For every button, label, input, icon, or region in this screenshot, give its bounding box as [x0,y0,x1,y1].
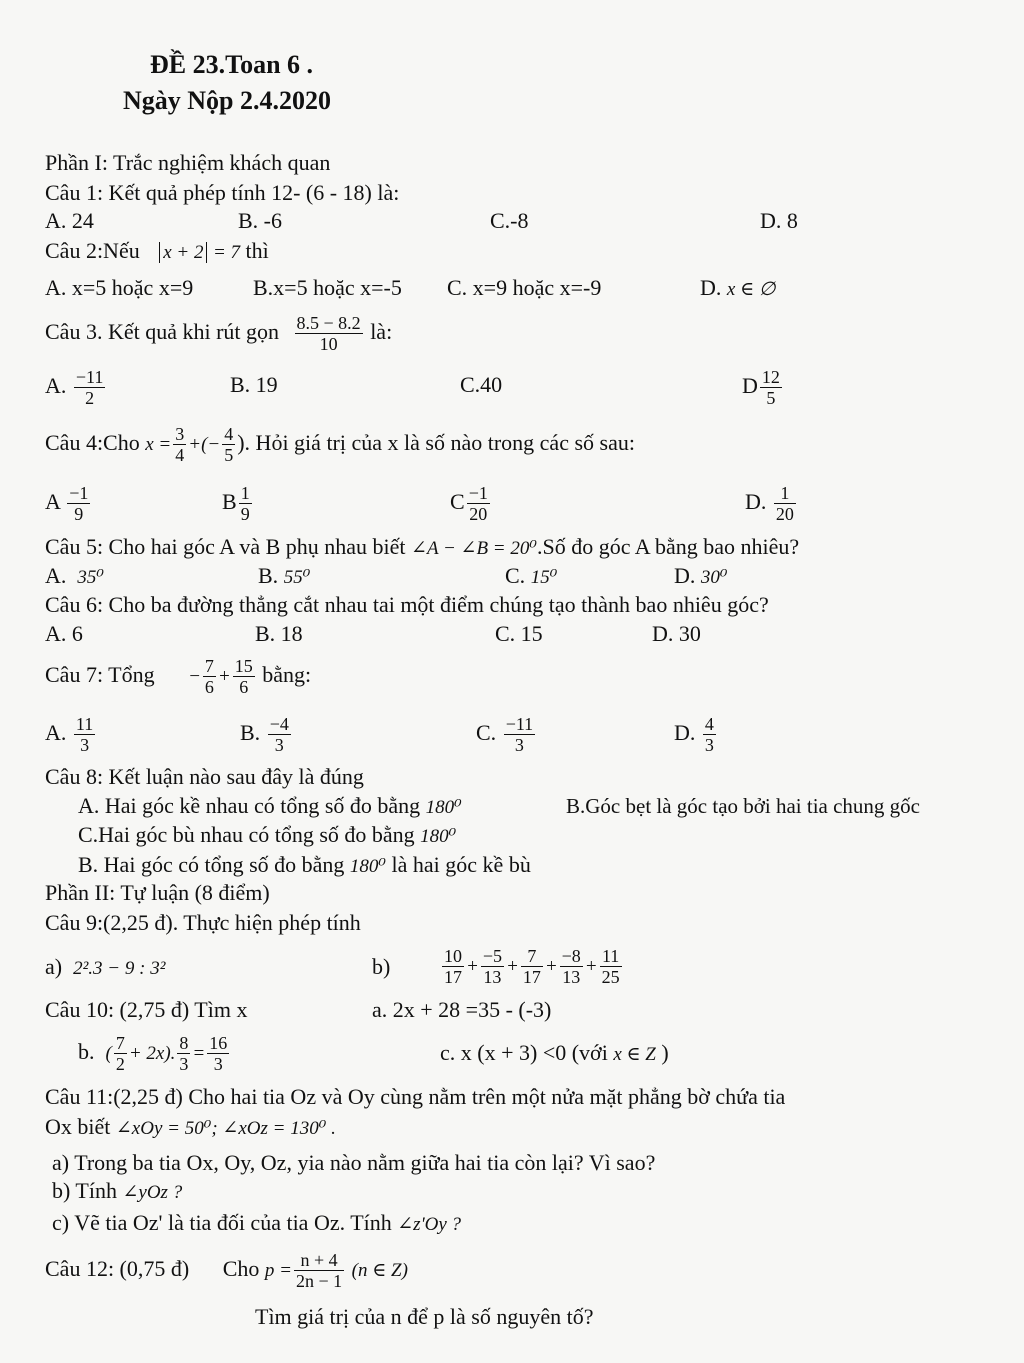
q7-option-d: D. $\frac{4}{3}$ [674,714,714,756]
q3-option-a-fraction: $\frac{-11}{2}$ [75,367,104,409]
q3-option-b: B. 19 [230,372,278,397]
q8-text: Câu 8: Kết luận nào sau đây là đúng [45,764,364,789]
q11-part-c-expr: ∠z'Oy ? [397,1214,462,1235]
q4-fraction-1: $\frac{3}{4}$ [175,424,185,466]
q11-part-c: c) Vẽ tia Oz' là tia đối của tia Oz. Tính ∠z'Oy ? [52,1210,462,1235]
q9-part-a-expr: 2².3 − 9 : 3² [73,958,166,979]
q4-mid: +(− [188,434,221,455]
q2-text: Câu 2:Nếu [45,238,140,263]
q1-option-a: A. 24 [45,208,94,233]
q10-part-b: b. ( $\frac{7}{2}$ + 2x). $\frac{8}{3}$ = $\frac{16}{3}$ [78,1033,228,1075]
q10-part-c-expr: x ∈ Z [613,1044,656,1065]
q10-text: Câu 10: (2,75 đ) Tìm x [45,997,248,1022]
q2-eq: = 7 [212,242,241,263]
q9-part-b-label: b) [372,954,391,979]
q4-end: ). Hỏi giá trị của x là số nào trong các số sau: [237,430,635,455]
q2-abs-expr: x + 2 [159,242,207,263]
q6-option-b: B. 18 [255,621,303,646]
q3-fraction: $\frac{8.5 - 8.2}{10}$ [296,313,361,355]
q2-option-d-expr: x ∈ ∅ [726,279,776,300]
q7-plus: + [217,666,231,687]
q7-option-b: B. $\frac{-4}{3}$ [240,714,289,756]
q4-option-d-fraction: $\frac{1}{20}$ [775,483,794,525]
q8-option-a: A. Hai góc kề nhau có tổng số đo bằng 180⁰ [78,793,462,818]
q5-line [45,534,799,562]
q7-text: Câu 7: Tổng [45,662,155,687]
q4-line [45,418,635,470]
q1-option-c: C.-8 [490,208,529,233]
q7-option-c-fraction: $\frac{-11}{3}$ [505,714,534,756]
q3-line [45,308,392,356]
q12-line [45,1244,408,1296]
q4-option-a: A $\frac{-1}{9}$ [45,483,89,525]
q3-text: Câu 3. Kết quả khi rút gọn [45,319,280,344]
q6-option-a: A. 6 [45,621,83,646]
q11-line2: Ox biết ∠xOy = 50⁰; ∠xOz = 130⁰ . [45,1114,336,1139]
q9-term: $\frac{7}{17}$ [522,946,541,988]
q7-fraction-1: $\frac{7}{6}$ [204,656,214,698]
q9-term: $\frac{10}{17}$ [444,946,462,988]
q3-option-d-fraction: $\frac{12}{5}$ [761,367,780,409]
q8-option-c: C.Hai góc bù nhau có tổng số đo bằng 180⁰ [78,822,457,847]
q4-option-a-fraction: $\frac{-1}{9}$ [69,483,89,525]
q5-end: .Số đo góc A bằng bao nhiêu? [537,534,800,559]
q10-fraction-3: $\frac{16}{3}$ [209,1033,228,1075]
q12-fraction: $\frac{n + 4}{2n - 1}$ [295,1250,343,1292]
part1-title: Phần I: Trắc nghiệm khách quan [45,150,331,175]
q11-part-b: b) Tính ∠yOz ? [52,1178,183,1203]
q5-option-a: A. 35⁰ [45,563,105,588]
q12-text: Câu 12: (0,75 đ) [45,1256,190,1281]
q1-text: Câu 1: Kết quả phép tính 12- (6 - 18) là: [45,180,400,205]
q7-end: bằng: [262,662,312,687]
q3-end: là: [370,319,393,344]
q7-option-a-fraction: $\frac{11}{3}$ [75,714,94,756]
q3-option-c: C.40 [460,372,503,397]
q11-part-a: a) Trong ba tia Ox, Oy, Oz, yia nào nằm giữa hai tia còn lại? Vì sao? [52,1150,656,1175]
q4-x-eq: x = [145,434,172,455]
q4-option-b-fraction: $\frac{1}{9}$ [240,483,250,525]
q10-part-c: c. x (x + 3) <0 (với x ∈ Z ) [440,1040,669,1065]
q9-term: $\frac{-8}{13}$ [561,946,581,988]
q2-then: thì [245,238,269,263]
q2-option-b: B.x=5 hoặc x=-5 [253,275,402,300]
q3-option-d: D $\frac{12}{5}$ [742,367,780,409]
q4-option-c-fraction: $\frac{-1}{20}$ [468,483,488,525]
q6-option-c: C. 15 [495,621,543,646]
q2-option-a: A. x=5 hoặc x=9 [45,275,194,300]
q1-option-d: D. 8 [760,208,798,233]
q2-option-d [700,275,775,303]
q10-part-a: a. 2x + 28 =35 - (-3) [372,997,552,1022]
q9-term: $\frac{-5}{13}$ [482,946,502,988]
q7-option-c: C. $\frac{-11}{3}$ [476,714,534,756]
q4-option-b: B $\frac{1}{9}$ [222,483,250,525]
q10-fraction-2: $\frac{8}{3}$ [179,1033,189,1075]
q8-option-d: B. Hai góc có tổng số đo bằng 180⁰ là hai góc kề bù [78,852,531,877]
q6-option-d: D. 30 [652,621,701,646]
q12-line2: Tìm giá trị của n để p là số nguyên tố? [255,1304,594,1329]
part2-title: Phần II: Tự luận (8 điểm) [45,880,270,905]
q5-option-d: D. 30⁰ [674,563,728,588]
q7-fraction-2: $\frac{15}{6}$ [234,656,253,698]
q5-option-b: B. 55⁰ [258,563,311,588]
q7-option-b-fraction: $\frac{-4}{3}$ [269,714,289,756]
exam-title: ĐỀ 23.Toan 6 . [150,50,314,79]
q11-angles: ∠xOy = 50⁰; ∠xOz = 130⁰ . [115,1118,336,1139]
q2-option-c: C. x=9 hoặc x=-9 [447,275,602,300]
q7-option-a: A. $\frac{11}{3}$ [45,714,94,756]
q9-part-b-expr: $\frac{10}{17}$ + $\frac{-5}{13}$ + $\frac{7}{17}$ + $\frac{-8}{13}$ + $\frac{11}{25}$ [444,946,620,988]
q8-option-b: B.Góc bẹt là góc tạo bởi hai tia chung gốc [566,794,921,818]
q7-line [45,650,311,702]
q9-part-a: a) 2².3 − 9 : 3² [45,954,166,979]
q7-option-d-fraction: $\frac{4}{3}$ [704,714,714,756]
q4-text: Câu 4:Cho [45,430,140,455]
q12-cho: Cho [222,1256,260,1281]
q4-option-c: C $\frac{-1}{20}$ [450,483,488,525]
q9-text: Câu 9:(2,25 đ). Thực hiện phép tính [45,910,361,935]
submission-date: Ngày Nộp 2.4.2020 [123,86,332,115]
q2-line [45,238,269,266]
q4-option-d: D. $\frac{1}{20}$ [745,483,794,525]
q7-minus: − [188,666,201,687]
q2-option-d-label: D. [700,275,722,300]
q9-term: $\frac{11}{25}$ [601,946,620,988]
q12-p-eq: p = [264,1260,292,1281]
q11-text: Câu 11:(2,25 đ) Cho hai tia Oz và Oy cùng nằm trên một nửa mặt phẳng bờ chứa tia [45,1084,786,1109]
q5-text: Câu 5: Cho hai góc A và B phụ nhau biết [45,534,406,559]
q12-condition: (n ∈ Z) [351,1260,408,1281]
q3-option-a: A. $\frac{-11}{2}$ [45,367,104,409]
q6-text: Câu 6: Cho ba đường thẳng cắt nhau tai một điểm chúng tạo thành bao nhiêu góc? [45,592,769,617]
q11-part-b-expr: ∠yOz ? [122,1182,183,1203]
q5-expr: ∠A − ∠B = 20⁰ [411,538,537,559]
q5-option-c: C. 15⁰ [505,563,558,588]
q1-option-b: B. -6 [238,208,282,233]
q10-fraction-1: $\frac{7}{2}$ [115,1033,125,1075]
q4-fraction-2: $\frac{4}{5}$ [224,424,234,466]
